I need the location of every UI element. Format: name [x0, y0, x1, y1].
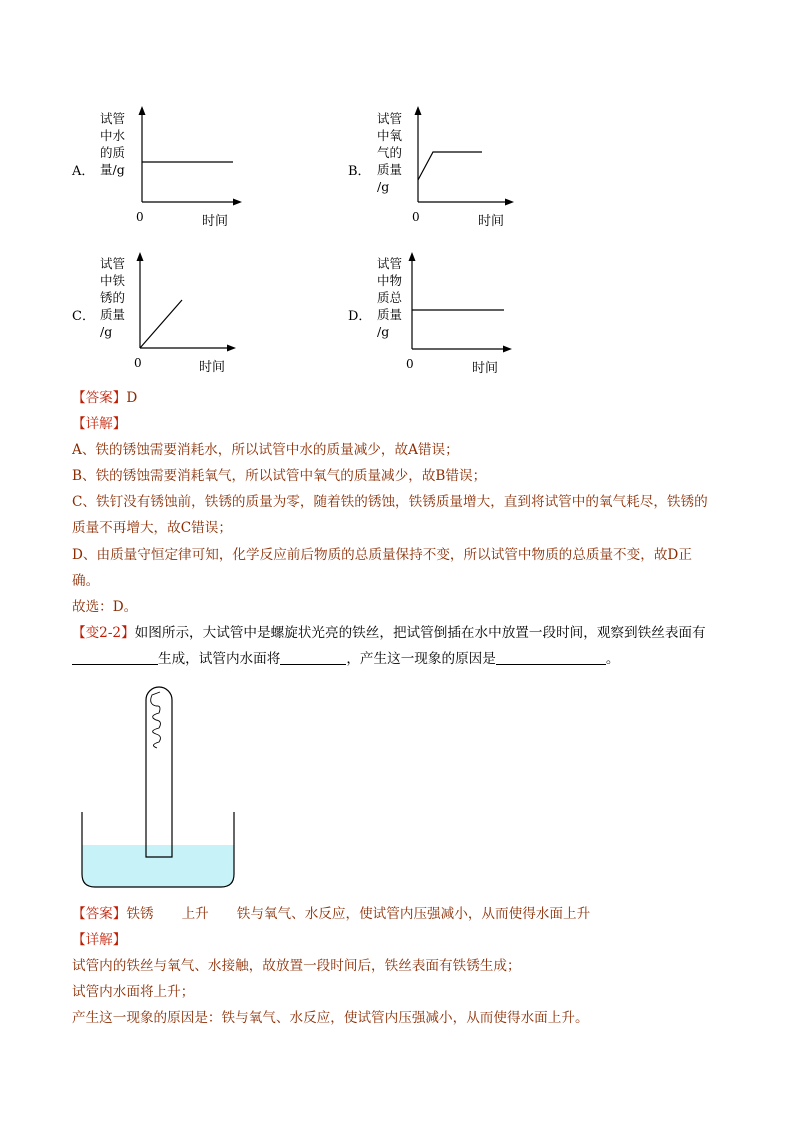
q2-answer-line: [72, 904, 590, 924]
option-d-xlabel: 时间: [472, 361, 499, 376]
q1-detail-line-4: 质量不再增大，故C错误；: [72, 520, 232, 536]
option-b-origin: 0: [412, 210, 420, 224]
q1-detail-line-2: B、铁的锈蚀需要消耗氧气，所以试管中氧气的质量减少，故B错误；: [72, 468, 487, 484]
option-c-ylabel: 试管 中铁 锈的 质量 /g: [100, 256, 126, 339]
option-d-origin: 0: [406, 357, 414, 371]
option-b-letter: B．: [348, 164, 371, 179]
q2-detail-line-1: 试管内的铁丝与氧气、水接触，故放置一段时间后，铁丝表面有铁锈生成；: [72, 958, 521, 974]
q1-detail-line-6: 确。: [72, 573, 100, 589]
q2-stem-part-4: 。: [605, 651, 620, 667]
q2-stem-part-2: 生成，试管内水面将: [158, 651, 281, 667]
q2-stem-part-1: 如图所示，大试管中是螺旋状光亮的铁丝，把试管倒插在水中放置一段时间，观察到铁丝表面有: [134, 625, 706, 641]
q2-detail-line-3: 产生这一现象的原因是：铁与氧气、水反应，使试管内压强减小，从而使得水面上升。: [72, 1010, 589, 1026]
iron-wire-coil: [151, 692, 161, 748]
option-a-ylabel: 试管 中水 的质 量/g: [100, 111, 126, 177]
q2-stem-part-3: ，产生这一现象的原因是: [346, 651, 496, 667]
q2-tag: 【变2-2】: [72, 625, 135, 641]
option-a-origin: 0: [136, 210, 144, 224]
option-c-xlabel: 时间: [199, 360, 226, 375]
option-a-letter: A．: [72, 164, 95, 179]
option-b-ylabel: 试管 中氧 气的 质量 /g: [377, 111, 403, 194]
q1-detail-line-1: A、铁的锈蚀需要消耗水，所以试管中水的质量减少，故A错误；: [72, 442, 459, 458]
q1-answer-tag: 【答案】: [72, 390, 127, 406]
option-d-ylabel: 试管 中物 质总 质量 /g: [377, 256, 403, 339]
q1-detail-line-5: D、由质量守恒定律可知，化学反应前后物质的总质量保持不变，所以试管中物质的总质量不变，故D正: [72, 547, 692, 563]
q2-answer-tag: 【答案】: [72, 906, 127, 922]
q1-detail-tag: 【详解】: [72, 416, 127, 432]
q2-answer-3: 铁与氧气、水反应，使试管内压强减小，从而使得水面上升: [236, 906, 591, 922]
q2-detail-tag: 【详解】: [72, 932, 127, 948]
q1-answer-value: D: [126, 390, 138, 406]
option-b-xlabel: 时间: [478, 214, 505, 229]
option-c-origin: 0: [134, 356, 142, 370]
q1-conclusion: 故选：D。: [72, 599, 138, 615]
q2-answer-1: 铁锈: [126, 906, 154, 922]
option-a-xlabel: 时间: [202, 214, 229, 229]
option-d-letter: D．: [348, 309, 372, 324]
option-c-letter: C．: [72, 309, 95, 324]
q1-detail-line-3: C、铁钉没有锈蚀前，铁锈的质量为零，随着铁的锈蚀，铁锈质量增大，直到将试管中的氧气耗尽，铁锈的: [72, 494, 708, 510]
water-in-beaker: [82, 845, 234, 887]
q2-answer-2: 上升: [181, 906, 209, 922]
q2-detail-line-2: 试管内水面将上升；: [72, 984, 195, 1000]
